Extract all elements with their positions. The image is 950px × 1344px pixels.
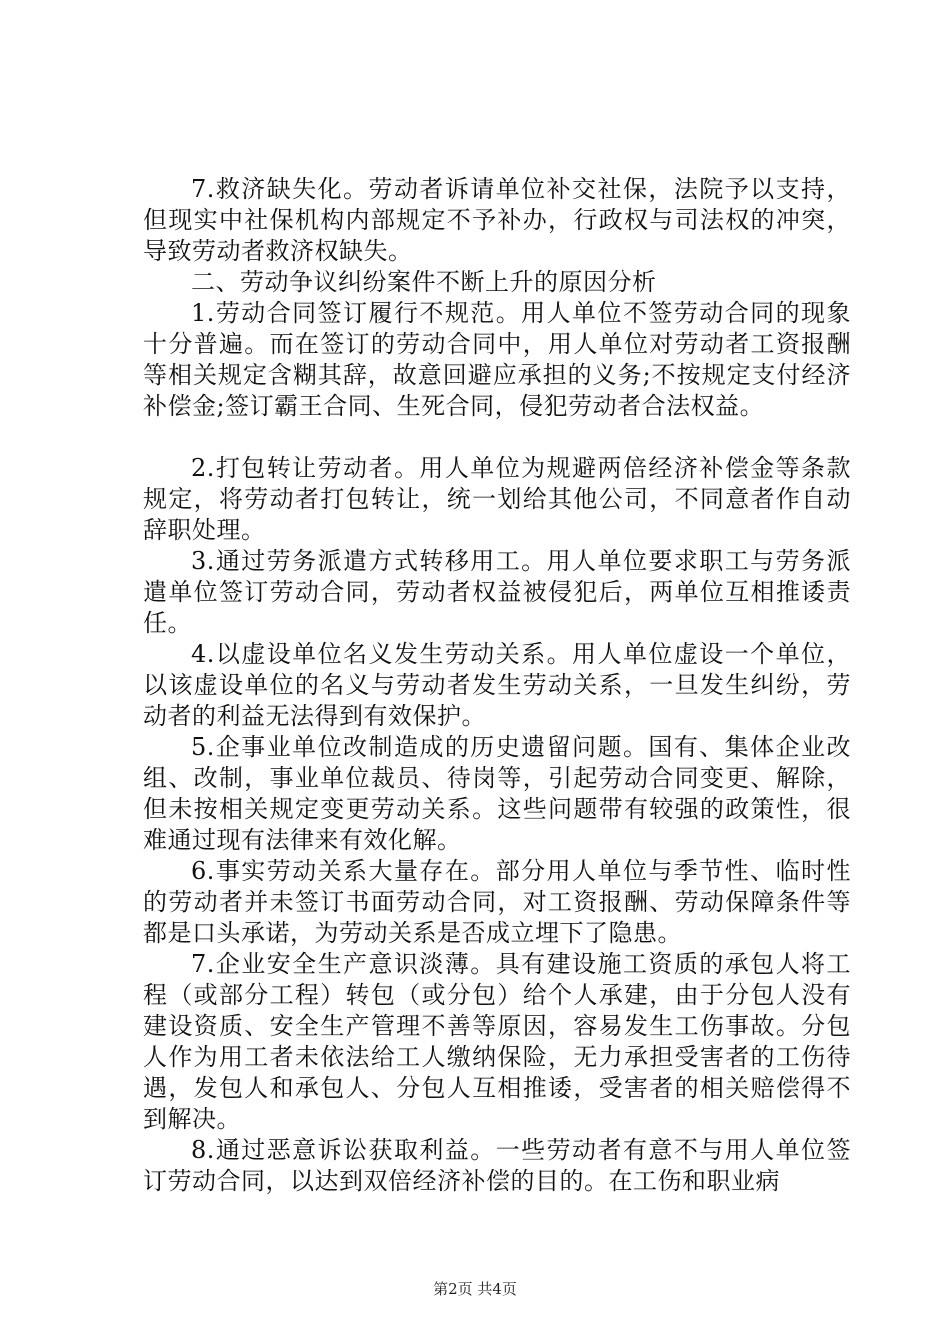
page-footer: 第2页 共4页 — [433, 1280, 517, 1298]
paragraph-restructuring-legacy: 5.企事业单位改制造成的历史遗留问题。国有、集体企业改组、改制，事业单位裁员、待岗等，引起劳动合同变更、解除，但未按相关规定变更劳动关系。这些问题带有较强的政策性，很难通过现有法律来有效化解。 — [143, 733, 851, 854]
section-heading-causes: 二、劳动争议纠纷案件不断上升的原因分析 — [191, 268, 657, 296]
paragraph-package-transfer: 2.打包转让劳动者。用人单位为规避两倍经济补偿金等条款规定，将劳动者打包转让，统一划给其他公司，不同意者作自动辞职处理。 — [143, 454, 851, 544]
paragraph-de-facto-relations: 6.事实劳动关系大量存在。部分用人单位与季节性、临时性的劳动者并未签订书面劳动合同，对工资报酬、劳动保障条件等都是口头承诺，为劳动关系是否成立埋下了隐患。 — [143, 857, 851, 947]
paragraph-labor-dispatch: 3.通过劳务派遣方式转移用工。用人单位要求职工与劳务派遣单位签订劳动合同，劳动者权益被侵犯后，两单位互相推诿责任。 — [143, 547, 851, 637]
paragraph-safety-awareness: 7.企业安全生产意识淡薄。具有建设施工资质的承包人将工程（或部分工程）转包（或分包）给个人承建，由于分包人没有建设资质、安全生产管理不善等原因，容易发生工伤事故。分包人作为用工者未依法给工人缴纳保险，无力承担受害者的工伤待遇，发包人和承包人、分包人互相推诿，受害者的相关赔偿得不到解决。 — [143, 950, 851, 1133]
document-body — [143, 174, 851, 1197]
paragraph-fictitious-unit: 4.以虚设单位名义发生劳动关系。用人单位虚设一个单位，以该虚设单位的名义与劳动者发生劳动关系，一旦发生纠纷，劳动者的利益无法得到有效保护。 — [143, 640, 851, 730]
paragraph-contract-irregular: 1.劳动合同签订履行不规范。用人单位不签劳动合同的现象十分普遍。而在签订的劳动合同中，用人单位对劳动者工资报酬等相关规定含糊其辞，故意回避应承担的义务;不按规定支付经济补偿金;签订霸王合同、生死合同，侵犯劳动者合法权益。 — [143, 299, 851, 420]
paragraph-malicious-litigation: 8.通过恶意诉讼获取利益。一些劳动者有意不与用人单位签订劳动合同，以达到双倍经济补偿的目的。在工伤和职业病 — [143, 1136, 851, 1195]
paragraph-relief-absence: 7.救济缺失化。劳动者诉请单位补交社保，法院予以支持，但现实中社保机构内部规定不予补办，行政权与司法权的冲突，导致劳动者救济权缺失。 — [143, 175, 851, 265]
